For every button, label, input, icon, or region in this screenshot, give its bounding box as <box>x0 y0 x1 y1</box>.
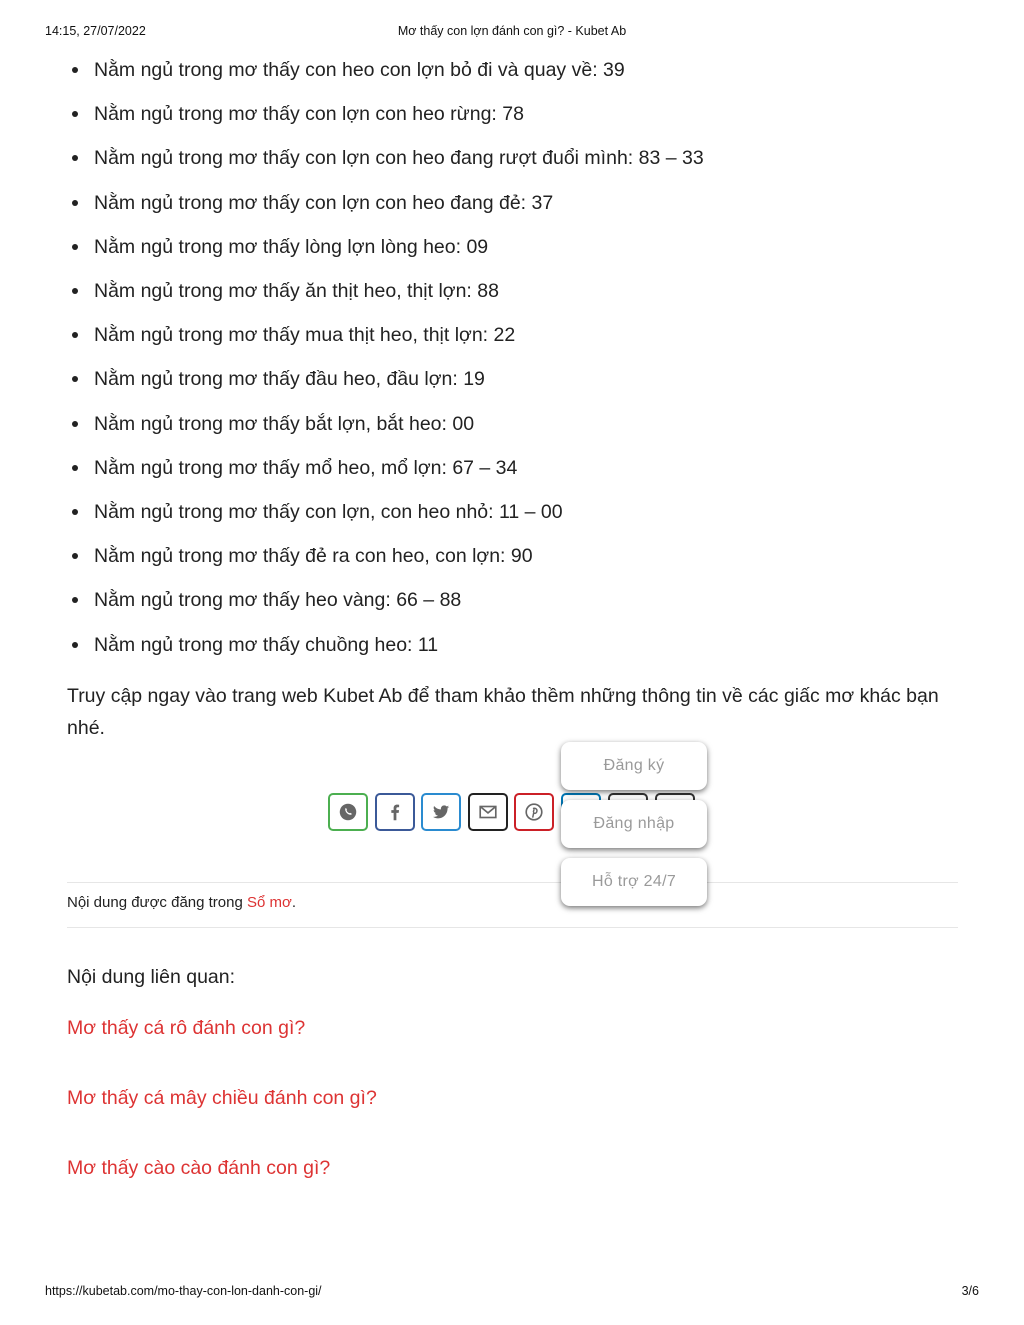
list-item: Nằm ngủ trong mơ thấy con heo con lợn bỏ đi và quay về: 39 <box>67 48 959 92</box>
list-item: Nằm ngủ trong mơ thấy mua thịt heo, thịt lợn: 22 <box>67 313 959 357</box>
category-prefix: Nội dung được đăng trong <box>67 894 247 911</box>
email-icon <box>477 801 499 823</box>
print-header <box>0 24 1024 40</box>
list-item: Nằm ngủ trong mơ thấy đẻ ra con heo, con lợn: 90 <box>67 534 959 578</box>
list-item: Nằm ngủ trong mơ thấy mổ heo, mổ lợn: 67 – 34 <box>67 446 959 490</box>
category-link[interactable]: Sổ mơ <box>247 894 292 911</box>
list-item: Nằm ngủ trong mơ thấy con lợn con heo đang đẻ: 37 <box>67 181 959 225</box>
share-pinterest-button[interactable] <box>514 793 554 831</box>
list-item: Nằm ngủ trong mơ thấy ăn thịt heo, thịt lợn: 88 <box>67 269 959 313</box>
post-category-text <box>67 894 296 911</box>
dream-number-list <box>67 48 959 667</box>
share-twitter-button[interactable] <box>421 793 461 831</box>
list-item: Nằm ngủ trong mơ thấy heo vàng: 66 – 88 <box>67 578 959 622</box>
related-title: Nội dung liên quan: <box>67 966 236 988</box>
post-category-bar <box>67 882 958 928</box>
support-button[interactable]: Hỗ trợ 24/7 <box>561 858 707 906</box>
print-url: https://kubetab.com/mo-thay-con-lon-danh-con-gi/ <box>45 1284 322 1298</box>
print-footer <box>0 1284 1024 1300</box>
register-button[interactable]: Đăng ký <box>561 742 707 790</box>
related-link[interactable]: Mơ thấy cá mây chiều đánh con gì? <box>67 1087 377 1109</box>
category-suffix: . <box>291 894 297 911</box>
print-page-number: 3/6 <box>961 1284 979 1298</box>
list-item: Nằm ngủ trong mơ thấy con lợn, con heo nhỏ: 11 – 00 <box>67 490 959 534</box>
twitter-icon <box>430 801 452 823</box>
share-whatsapp-button[interactable] <box>328 793 368 831</box>
list-item: Nằm ngủ trong mơ thấy đầu heo, đầu lợn: 19 <box>67 357 959 401</box>
related-link[interactable]: Mơ thấy cào cào đánh con gì? <box>67 1157 331 1179</box>
list-item: Nằm ngủ trong mơ thấy bắt lợn, bắt heo: 00 <box>67 402 959 446</box>
list-item: Nằm ngủ trong mơ thấy lòng lợn lòng heo: 09 <box>67 225 959 269</box>
article-content <box>67 48 959 744</box>
related-content <box>67 966 959 1227</box>
print-page-title: Mơ thấy con lợn đánh con gì? - Kubet Ab <box>397 24 627 38</box>
list-item: Nằm ngủ trong mơ thấy con lợn con heo đang rượt đuổi mình: 83 – 33 <box>67 136 959 180</box>
pinterest-icon <box>523 801 545 823</box>
facebook-icon <box>384 801 406 823</box>
list-item: Nằm ngủ trong mơ thấy chuồng heo: 11 <box>67 623 959 667</box>
share-facebook-button[interactable] <box>375 793 415 831</box>
login-button[interactable]: Đăng nhập <box>561 800 707 848</box>
share-email-button[interactable] <box>468 793 508 831</box>
call-to-action-text: Truy cập ngay vào trang web Kubet Ab để tham khảo thềm những thông tin về các giấc mơ khác bạn nhé. <box>67 684 939 739</box>
related-link[interactable]: Mơ thấy cá rô đánh con gì? <box>67 1017 306 1039</box>
print-datetime: 14:15, 27/07/2022 <box>45 24 146 38</box>
whatsapp-icon <box>337 801 359 823</box>
list-item: Nằm ngủ trong mơ thấy con lợn con heo rừng: 78 <box>67 92 959 136</box>
